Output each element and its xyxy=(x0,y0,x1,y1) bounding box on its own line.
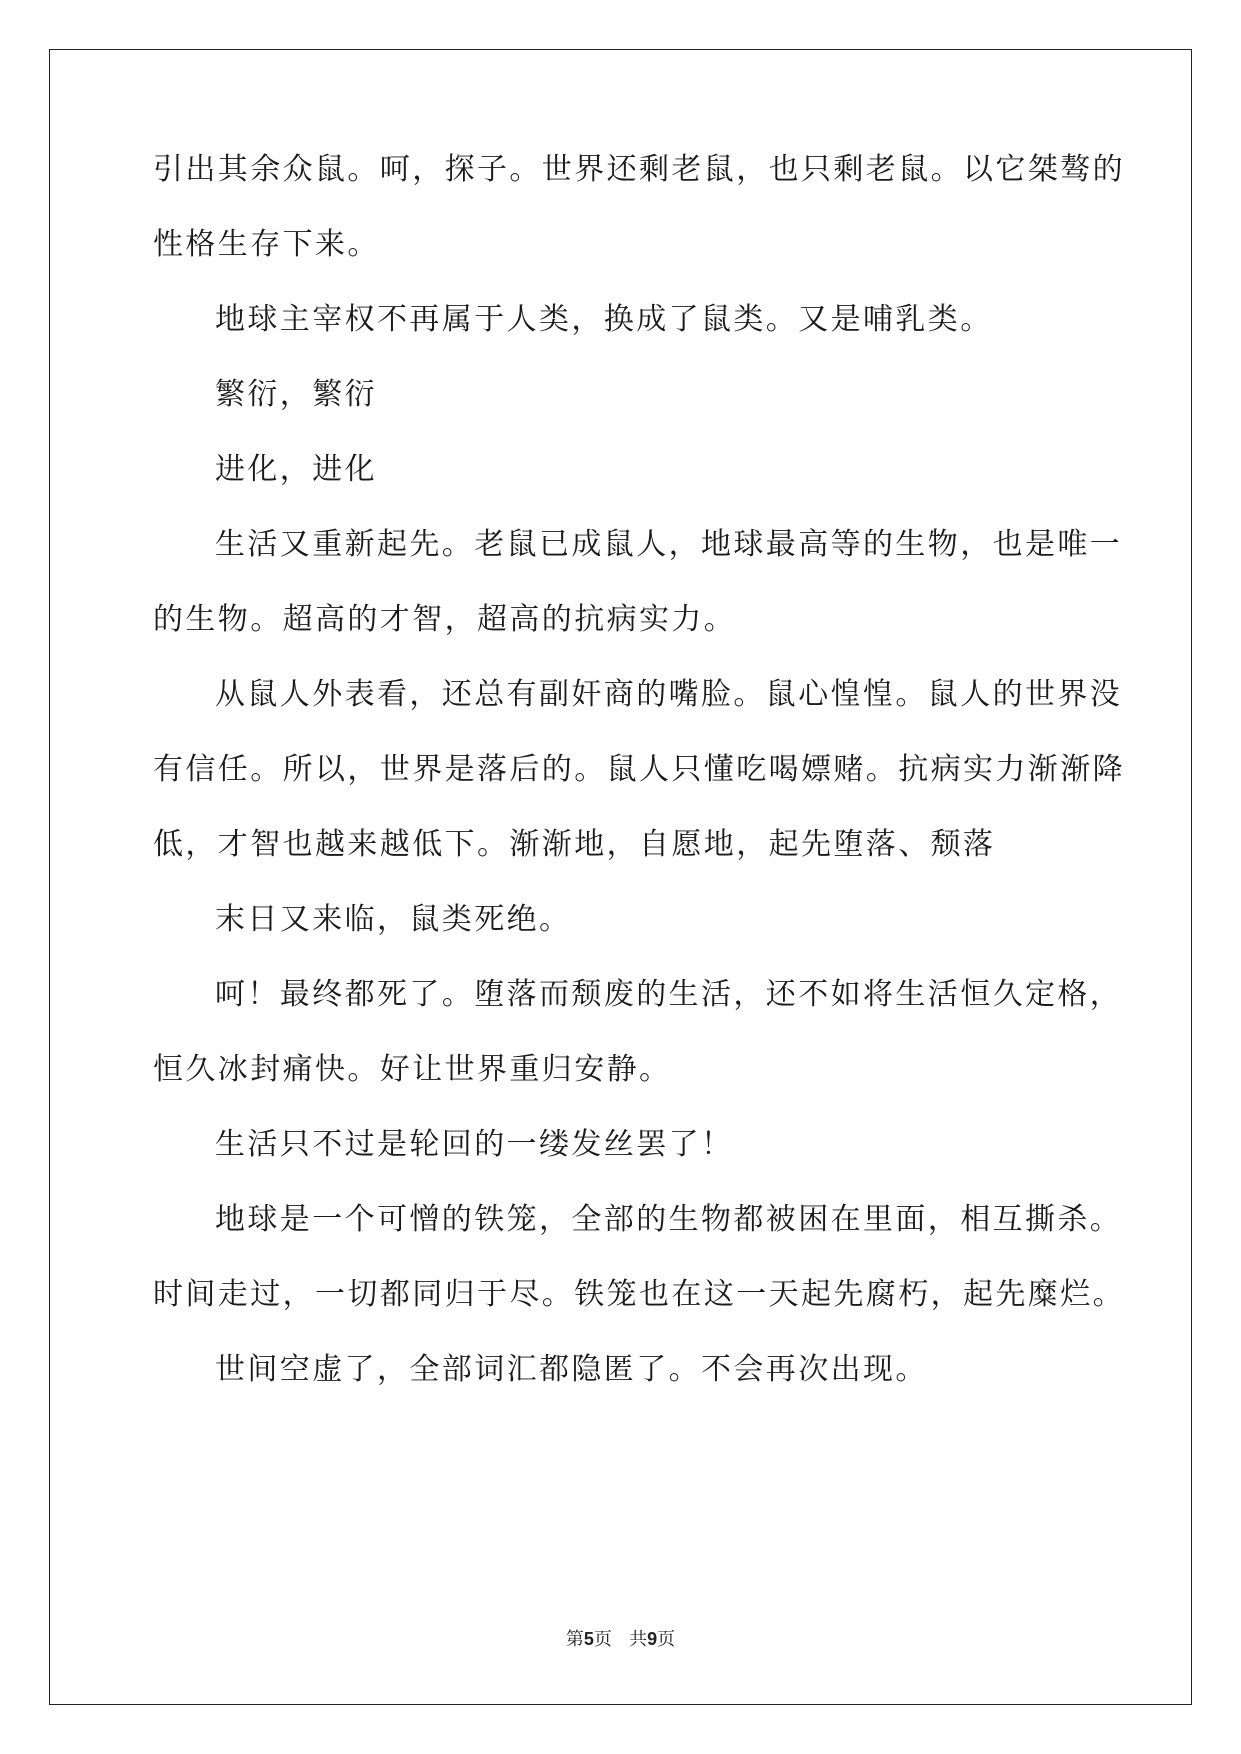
text-line: 时间走过，一切都同归于尽。铁笼也在这一天起先腐朽，起先糜烂。 xyxy=(153,1277,1125,1312)
paragraph-line: 地球主宰权不再属于人类，换成了鼠类。又是哺乳类。 xyxy=(215,302,993,337)
footer-prefix: 第 xyxy=(565,1629,584,1650)
footer-total-unit: 页 xyxy=(657,1629,676,1650)
current-page-number: 5 xyxy=(583,1629,594,1649)
paragraph-line: 生活只不过是轮回的一缕发丝罢了！ xyxy=(215,1127,734,1162)
paragraph-line: 从鼠人外表看，还总有副奸商的嘴脸。鼠心惶惶。鼠人的世界没 xyxy=(215,677,1123,712)
paragraph-line: 繁衍，繁衍 xyxy=(215,377,377,412)
page-border xyxy=(49,49,1192,1705)
footer-page-unit: 页 xyxy=(593,1629,612,1650)
total-page-count: 9 xyxy=(647,1629,658,1649)
text-line: 性格生存下来。 xyxy=(153,227,380,262)
text-line: 低，才智也越来越低下。渐渐地，自愿地，起先堕落、颓落 xyxy=(153,827,996,862)
paragraph-line: 地球是一个可憎的铁笼，全部的生物都被困在里面，相互撕杀。 xyxy=(215,1202,1123,1237)
text-line: 恒久冰封痛快。好让世界重归安静。 xyxy=(153,1052,672,1087)
paragraph-line: 进化，进化 xyxy=(215,452,377,487)
text-line: 的生物。超高的才智，超高的抗病实力。 xyxy=(153,602,737,637)
footer-total-prefix: 共 xyxy=(629,1629,648,1650)
text-line: 有信任。所以，世界是落后的。鼠人只懂吃喝嫖赌。抗病实力渐渐降 xyxy=(153,752,1125,787)
paragraph-line: 呵！最终都死了。堕落而颓废的生活，还不如将生活恒久定格， xyxy=(215,977,1123,1012)
paragraph-line: 末日又来临，鼠类死绝。 xyxy=(215,902,572,937)
text-line: 引出其余众鼠。呵，探子。世界还剩老鼠，也只剩老鼠。以它桀骜的 xyxy=(153,152,1125,187)
paragraph-line: 生活又重新起先。老鼠已成鼠人，地球最高等的生物，也是唯一 xyxy=(215,527,1123,562)
page-footer xyxy=(0,1625,1241,1651)
paragraph-line: 世间空虚了，全部词汇都隐匿了。不会再次出现。 xyxy=(215,1352,928,1387)
